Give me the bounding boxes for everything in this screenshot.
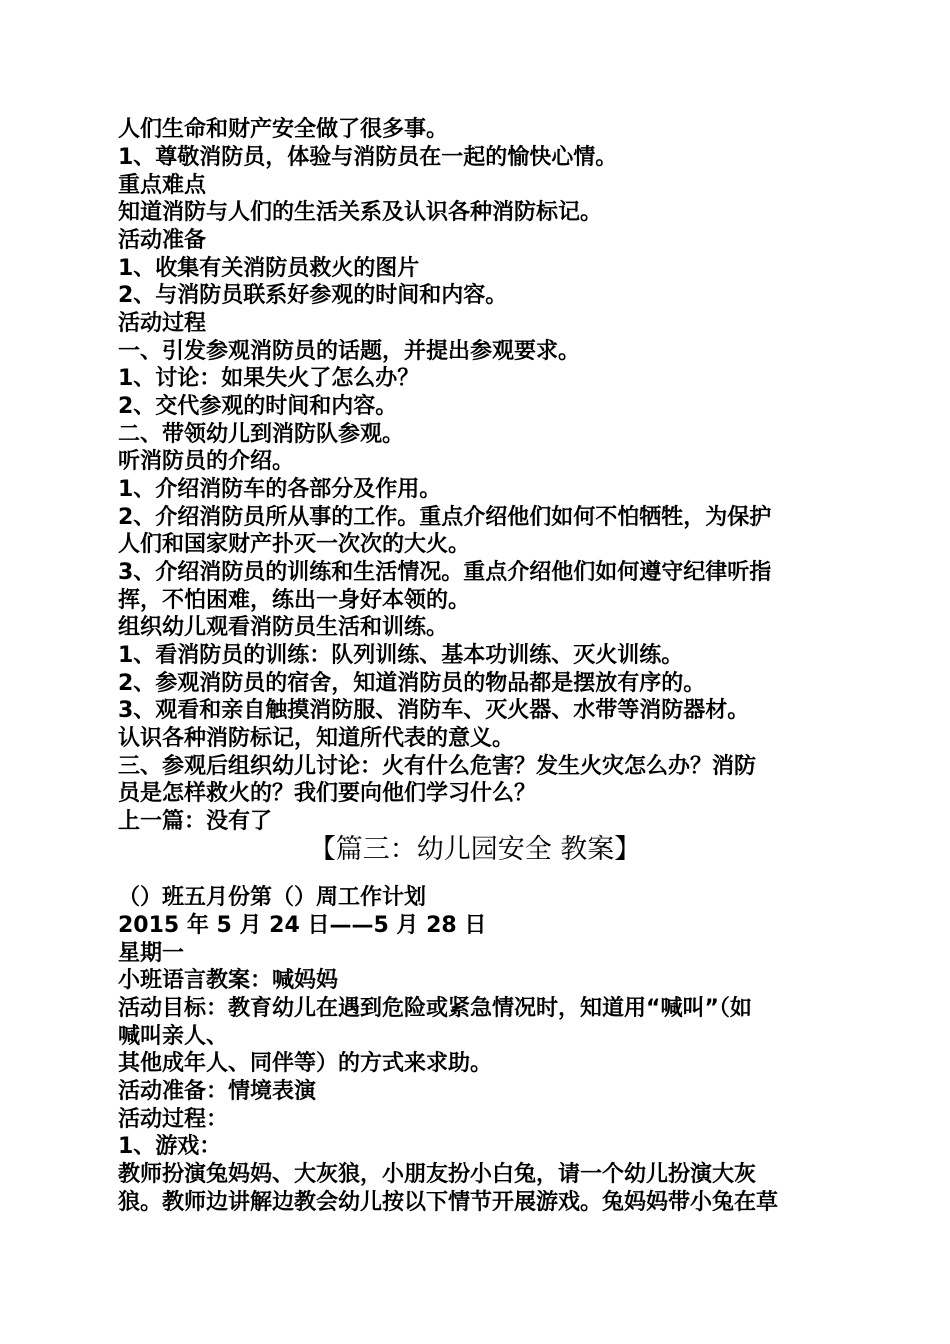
text-line: 1、游戏： [118, 1134, 222, 1159]
text-line: 活动准备 [118, 228, 207, 253]
text-line: 人们生命和财产安全做了很多事。 [118, 117, 449, 142]
text-line: 其他成年人、同伴等）的方式来求助。 [118, 1051, 493, 1076]
text-line: 狼。教师边讲解边教会幼儿按以下情节开展游戏。兔妈妈带小兔在草 [118, 1190, 779, 1215]
text-line: 2015 年 5 月 24 日——5 月 28 日 [118, 913, 487, 938]
text-line: 人们和国家财产扑灭一次次的大火。 [118, 532, 471, 557]
text-line: 活动过程： [118, 1107, 229, 1132]
text-line: 活动准备：情境表演 [118, 1079, 317, 1104]
text-line: 活动目标：教育幼儿在遇到危险或紧急情况时，知道用“喊叫”（如 [118, 996, 752, 1021]
text-line: 2、交代参观的时间和内容。 [118, 394, 398, 419]
text-line: 喊叫亲人、 [118, 1024, 229, 1049]
text-line: 3、介绍消防员的训练和生活情况。重点介绍他们如何遵守纪律听指 [118, 560, 772, 585]
text-line: 小班语言教案：喊妈妈 [118, 968, 339, 993]
text-line: 组织幼儿观看消防员生活和训练。 [118, 615, 449, 640]
text-line: 星期一 [118, 941, 185, 966]
section-heading: 【篇三：幼儿园安全 教案】 [308, 834, 642, 865]
text-line: 知道消防与人们的生活关系及认识各种消防标记。 [118, 200, 603, 225]
text-line: 教师扮演兔妈妈、大灰狼，小朋友扮小白兔，请一个幼儿扮演大灰 [118, 1162, 757, 1187]
text-line: 员是怎样救火的？我们要向他们学习什么？ [118, 781, 537, 806]
text-line: 1、讨论：如果失火了怎么办？ [118, 366, 420, 391]
text-line: 2、参观消防员的宿舍，知道消防员的物品都是摆放有序的。 [118, 671, 706, 696]
text-line: 1、介绍消防车的各部分及作用。 [118, 477, 442, 502]
text-line: （）班五月份第（）周工作计划 [118, 885, 427, 910]
text-line: 2、介绍消防员所从事的工作。重点介绍他们如何不怕牺牲，为保护 [118, 505, 772, 530]
text-line: 3、观看和亲自触摸消防服、消防车、灭火器、水带等消防器材。 [118, 698, 750, 723]
text-line: 1、收集有关消防员救火的图片 [118, 256, 420, 281]
text-line: 一、引发参观消防员的话题，并提出参观要求。 [118, 339, 581, 364]
text-line: 三、参观后组织幼儿讨论：火有什么危害？发生火灾怎么办？消防 [118, 754, 757, 779]
text-line: 1、尊敬消防员，体验与消防员在一起的愉快心情。 [118, 145, 618, 170]
text-line: 认识各种消防标记，知道所代表的意义。 [118, 726, 515, 751]
text-line: 听消防员的介绍。 [118, 449, 295, 474]
text-line: 重点难点 [118, 173, 207, 198]
text-line: 1、看消防员的训练：队列训练、基本功训练、灭火训练。 [118, 643, 684, 668]
text-line: 挥，不怕困难，练出一身好本领的。 [118, 588, 471, 613]
text-line: 活动过程 [118, 311, 207, 336]
text-line: 2、与消防员联系好参观的时间和内容。 [118, 283, 508, 308]
text-line: 上一篇：没有了 [118, 809, 273, 834]
text-line: 二、带领幼儿到消防队参观。 [118, 422, 405, 447]
